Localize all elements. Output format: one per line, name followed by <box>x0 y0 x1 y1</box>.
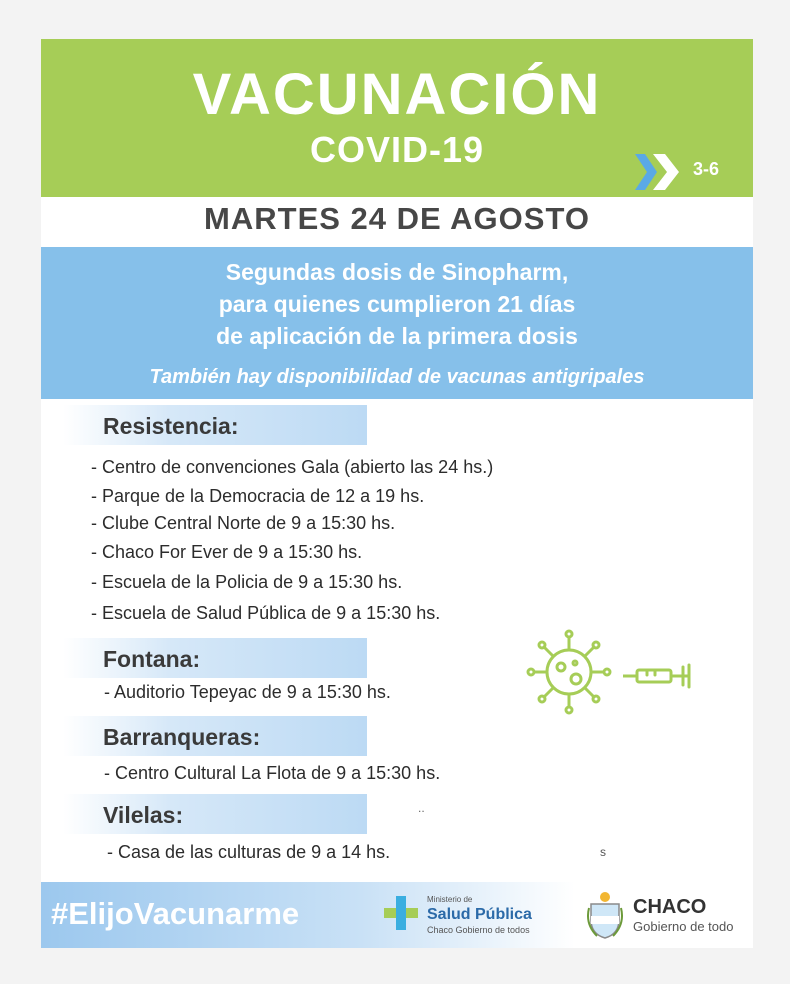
city-label: Barranqueras: <box>103 724 261 750</box>
city-header-barranqueras <box>63 716 367 756</box>
footer-bar <box>41 882 753 948</box>
stray-mark: .. <box>418 801 425 815</box>
info-line: de aplicación de la primera dosis <box>216 323 578 349</box>
syringe-icon <box>623 661 703 691</box>
hashtag: #ElijoVacunarme <box>51 896 300 931</box>
header-banner <box>41 39 753 197</box>
province-subtitle: Gobierno de todo <box>633 919 734 934</box>
page-code: 3-6 <box>693 159 720 179</box>
info-line: para quienes cumplieron 21 días <box>218 291 576 317</box>
city-header-fontana <box>63 638 367 678</box>
list-item: - Centro de convenciones Gala (abierto las 24 hs.) <box>91 457 494 477</box>
poster-card <box>41 39 753 948</box>
event-date: MARTES 24 DE AGOSTO <box>204 201 590 236</box>
city-header-resistencia <box>63 405 367 445</box>
city-header-vilelas <box>63 794 367 834</box>
list-item: - Centro Cultural La Flota de 9 a 15:30 hs. <box>104 763 441 783</box>
poster-subtitle: COVID-19 <box>309 129 485 170</box>
city-label: Resistencia: <box>103 413 239 439</box>
ministry-subtitle: Chaco Gobierno de todos <box>427 925 530 935</box>
info-note: También hay disponibilidad de vacunas antigripales <box>149 366 645 388</box>
list-item: - Parque de la Democracia de 12 a 19 hs. <box>91 486 425 506</box>
ministry-label: Ministerio de <box>427 895 473 904</box>
list-item: - Auditorio Tepeyac de 9 a 15:30 hs. <box>104 682 391 702</box>
list-item: - Clube Central Norte de 9 a 15:30 hs. <box>91 513 396 533</box>
list-item: - Escuela de Salud Pública de 9 a 15:30 hs. <box>91 603 441 623</box>
city-label: Vilelas: <box>103 802 184 828</box>
ministry-name: Salud Pública <box>427 906 532 923</box>
province-name: CHACO <box>633 896 707 918</box>
plus-icon <box>384 896 418 930</box>
list-item: - Casa de las culturas de 9 a 14 hs. <box>107 842 391 862</box>
info-box <box>41 247 753 399</box>
crest-icon <box>587 890 623 940</box>
poster-title: VACUNACIÓN <box>192 62 602 127</box>
stray-mark: s <box>600 845 606 859</box>
info-line: Segundas dosis de Sinopharm, <box>225 259 569 285</box>
list-item: - Chaco For Ever de 9 a 15:30 hs. <box>91 542 363 562</box>
list-item: - Escuela de la Policia de 9 a 15:30 hs. <box>91 572 403 592</box>
chevron-right-icon <box>635 152 691 192</box>
city-label: Fontana: <box>103 646 201 672</box>
